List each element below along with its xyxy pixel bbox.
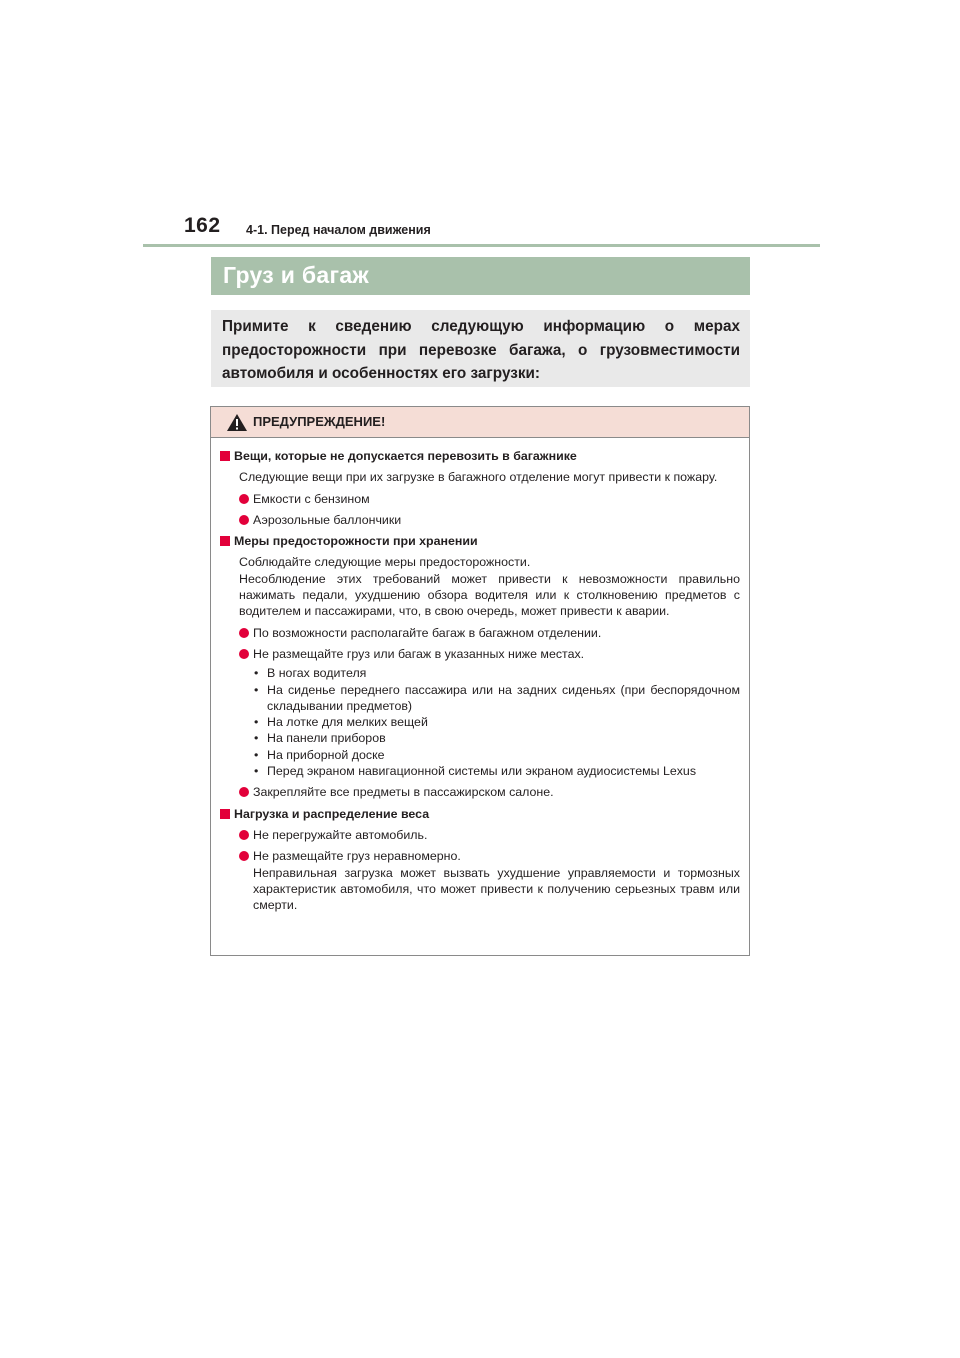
bullet-item: • На лотке для мелких вещей — [254, 714, 740, 730]
list-item — [239, 512, 740, 528]
bullet-item: • На панели приборов — [254, 730, 740, 746]
bullet-item: • Перед экраном навигационной системы или экраном аудиосистемы Lexus — [254, 763, 740, 779]
list-item — [239, 827, 740, 843]
warning-header — [211, 407, 749, 438]
section-paragraph: Следующие вещи при их загрузке в багажного отделение могут привести к пожару. — [239, 470, 718, 485]
page-title: Груз и багаж — [223, 262, 370, 288]
list-item-text: По возможности располагайте багаж в багажном отделении. — [253, 625, 602, 640]
list-item — [239, 784, 740, 800]
paragraph-line: Несоблюдение этих требований может привести к невозможности правильно нажимать педали, ухудшению обзора водителя или к столкновению предметов с водителем и пассажирами, что, в свою очередь, может привести к аварии. — [239, 571, 740, 619]
list-item-text: Аэрозольные баллончики — [253, 512, 402, 527]
section-title-text: Нагрузка и распределение веса — [234, 806, 430, 821]
list-item-continuation: Неправильная загрузка может вызвать ухудшение управляемости и тормозных характеристик автомобиля, что может привести к получению серьезных травм или смерти. — [253, 865, 740, 913]
warning-triangle-icon — [226, 413, 248, 432]
section-paragraph — [239, 554, 740, 619]
list-item-text: Не размещайте груз неравномерно. — [253, 849, 461, 864]
intro-text: Примите к сведению следующую информацию о мерах предосторожности при перевозке багажа, о грузовместимости автомобиля и особенностях его загрузки: — [222, 318, 740, 382]
red-dot-icon — [239, 628, 249, 638]
red-dot-icon — [239, 494, 249, 504]
list-item — [239, 491, 740, 507]
section-title-text: Меры предосторожности при хранении — [234, 534, 478, 549]
list-item — [239, 625, 740, 641]
warning-body — [211, 438, 749, 913]
title-band — [211, 257, 750, 295]
list-item-text: Емкости с бензином — [253, 491, 370, 506]
intro-box — [211, 310, 750, 387]
section-title: 4-1. Перед началом движения — [246, 223, 431, 237]
bullet-item: • На приборной доске — [254, 747, 740, 763]
bullet-list — [254, 665, 740, 779]
red-square-icon — [220, 451, 230, 461]
section-heading — [220, 806, 740, 822]
section-heading — [220, 533, 740, 549]
warning-box — [210, 406, 750, 956]
section-heading — [220, 448, 740, 464]
red-dot-icon — [239, 851, 249, 861]
list-item-text: Не перегружайте автомобиль. — [253, 827, 428, 842]
list-item-text: Не размещайте груз или багаж в указанных ниже местах. — [253, 646, 585, 661]
section-title-text: Вещи, которые не допускается перевозить в багажнике — [234, 449, 577, 463]
paragraph-line: Соблюдайте следующие меры предосторожности. — [239, 555, 531, 570]
red-dot-icon — [239, 649, 249, 659]
bullet-item: • В ногах водителя — [254, 665, 740, 681]
red-dot-icon — [239, 787, 249, 797]
bullet-item: • На сиденье переднего пассажира или на задних сиденьях (при беспорядочном складывании предметов) — [254, 682, 740, 715]
header-divider — [143, 244, 820, 247]
warning-heading: ПРЕДУПРЕЖДЕНИЕ! — [253, 414, 386, 429]
red-dot-icon — [239, 515, 249, 525]
list-item-text: Закрепляйте все предметы в пассажирском салоне. — [253, 785, 554, 800]
page-number: 162 — [184, 214, 221, 237]
list-item — [239, 848, 740, 913]
red-square-icon — [220, 809, 230, 819]
red-square-icon — [220, 536, 230, 546]
list-item — [239, 646, 740, 662]
red-dot-icon — [239, 830, 249, 840]
